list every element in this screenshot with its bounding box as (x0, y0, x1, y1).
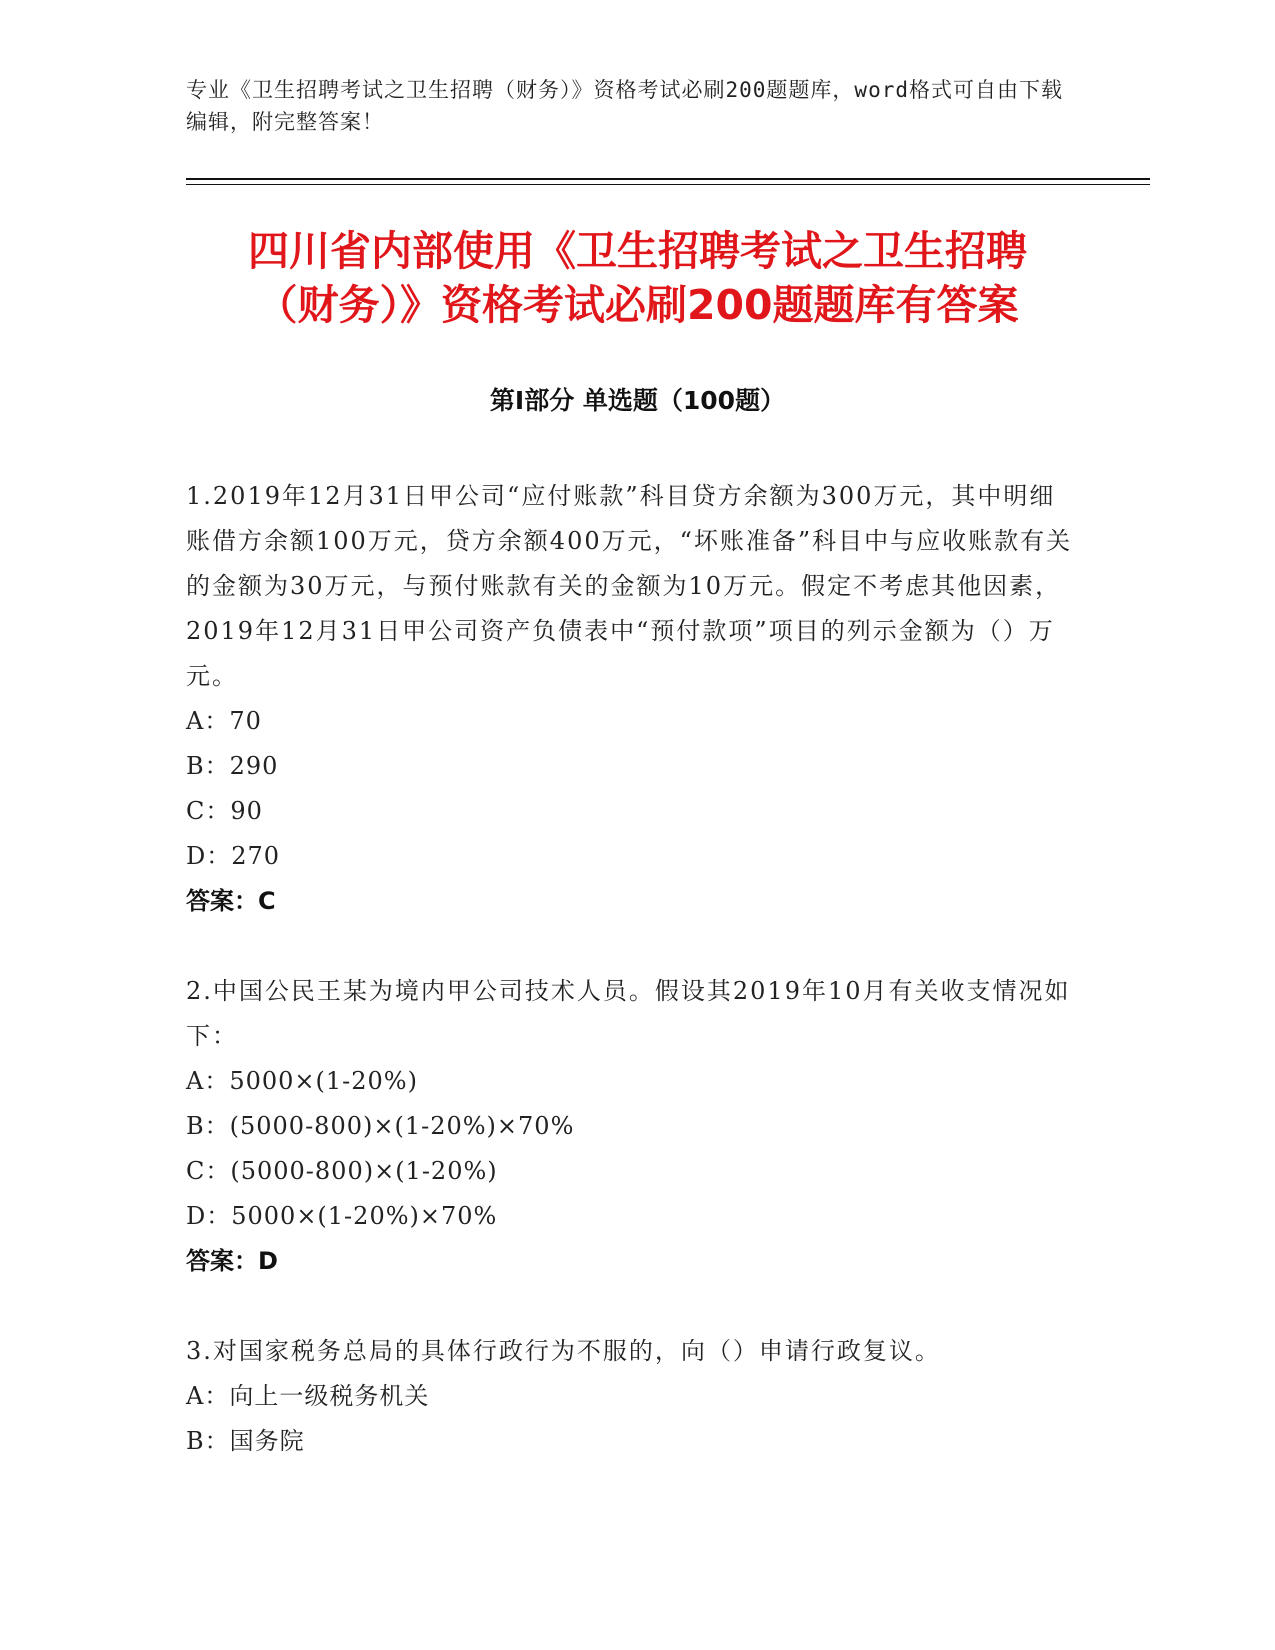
document-title-line-2: （财务）》资格考试必刷200题题库有答案 (256, 281, 1019, 329)
question-stem: 1.2019年12月31日甲公司“应付账款”科目贷方余额为300万元，其中明细账借方余额100万元，贷方余额400万元，“坏账准备”科目中与应收账款有关的金额为30万元，与预付账款有关的金额为10万元。假定不考虑其他因素，2019年12月31日甲公司资产负债表中“预付款项”项目的列示金额为（）万元。 (186, 482, 1073, 690)
section-heading: 第Ⅰ部分 单选题（100题） (489, 386, 786, 415)
option-b: B：(5000-800)×(1-20%)×70% (186, 1112, 575, 1140)
option-c: C：(5000-800)×(1-20%) (186, 1157, 498, 1185)
option-d: D：270 (186, 842, 281, 870)
question-stem: 2.中国公民王某为境内甲公司技术人员。假设其2019年10月有关收支情况如下： (186, 977, 1071, 1050)
question-stem: 3.对国家税务总局的具体行政行为不服的，向（）申请行政复议。 (186, 1337, 941, 1365)
option-a: A：向上一级税务机关 (186, 1382, 430, 1410)
question-3 (186, 1329, 1076, 1464)
document-title (150, 224, 1125, 332)
question-list (186, 474, 1076, 1464)
option-a: A：5000×(1-20%) (186, 1067, 418, 1095)
option-b: B：国务院 (186, 1427, 305, 1455)
question-2 (186, 969, 1076, 1284)
document-title-line-1: 四川省内部使用《卫生招聘考试之卫生招聘 (248, 227, 1027, 275)
option-a: A：70 (186, 707, 262, 735)
header-note: 专业《卫生招聘考试之卫生招聘（财务）》资格考试必刷200题题库，word格式可自由下载编辑，附完整答案！ (186, 78, 1063, 134)
answer: 答案：D (186, 1247, 278, 1275)
option-b: B：290 (186, 752, 279, 780)
option-d: D：5000×(1-20%)×70% (186, 1202, 498, 1230)
header-rule-thick (186, 178, 1150, 180)
header-rule-thin (186, 184, 1150, 185)
answer: 答案：C (186, 887, 276, 915)
question-gap (186, 1284, 1076, 1329)
option-c: C：90 (186, 797, 263, 825)
question-1 (186, 474, 1076, 924)
question-gap (186, 924, 1076, 969)
